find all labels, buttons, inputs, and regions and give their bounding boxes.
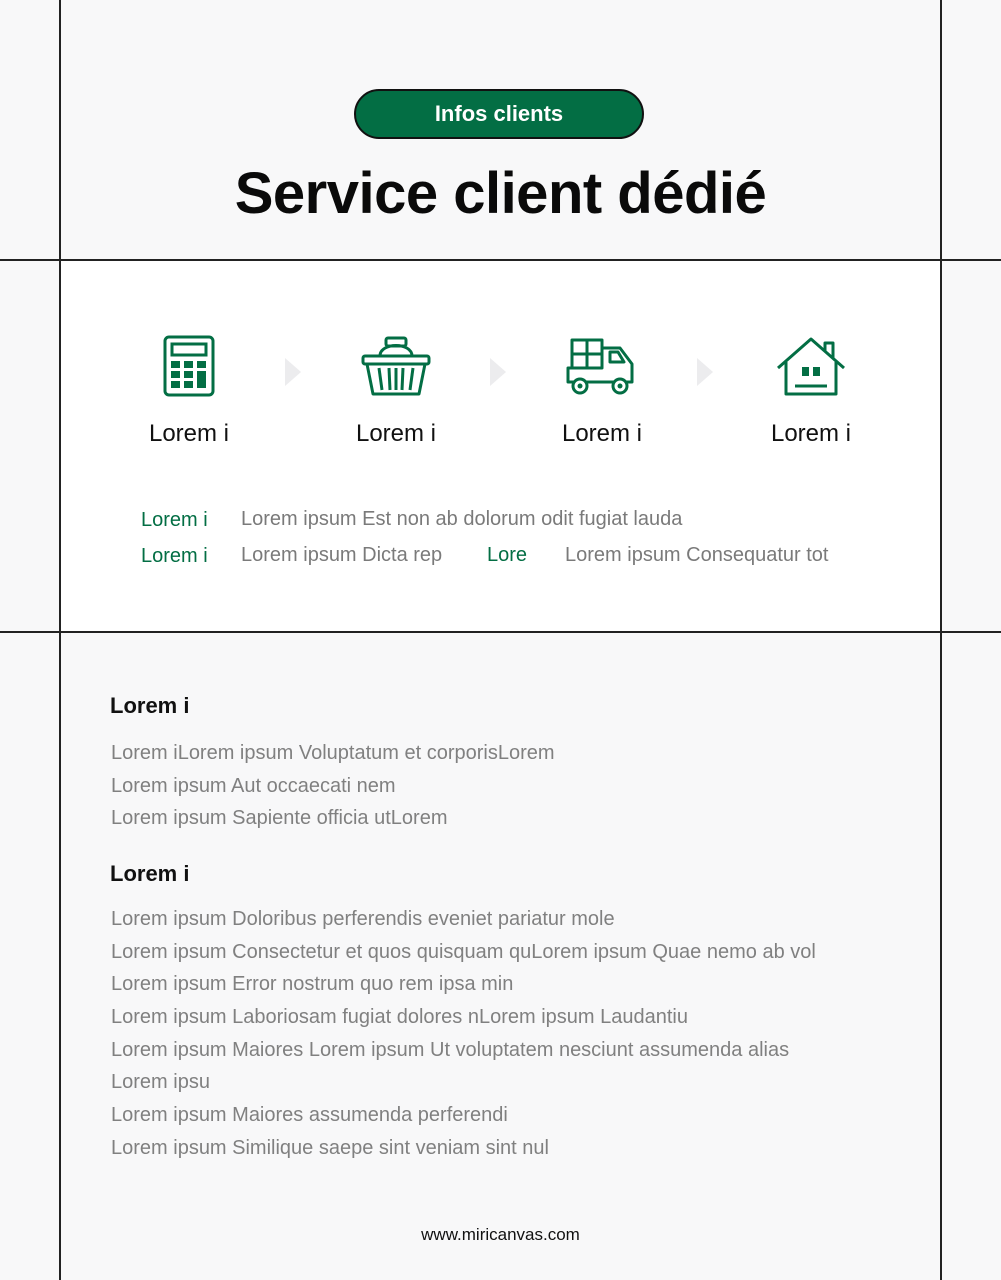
info-row-label: Lorem i	[141, 545, 208, 567]
delivery-truck-icon	[517, 334, 687, 398]
frame-line-top	[0, 259, 1001, 261]
step-arrow-icon	[285, 358, 301, 391]
house-icon	[726, 334, 896, 398]
frame-line-bottom	[0, 631, 1001, 633]
step-item	[104, 334, 274, 448]
section-line: Lorem ipsum Similique saepe sint veniam sint nul	[111, 1137, 549, 1159]
info-row-text: Lorem ipsum Consequatur tot	[565, 544, 829, 566]
section-line: Lorem ipsum Aut occaecati nem	[111, 775, 396, 797]
step-item	[311, 334, 481, 448]
section-line: Lorem ipsum Sapiente officia utLorem	[111, 807, 448, 829]
category-badge: Infos clients	[354, 89, 644, 139]
page-title: Service client dédié	[234, 161, 767, 226]
step-arrow-icon	[697, 358, 713, 391]
step-label: Lorem i	[770, 420, 852, 447]
step-label: Lorem i	[148, 420, 230, 447]
info-row-text: Lorem ipsum Est non ab dolorum odit fugiat lauda	[241, 508, 683, 530]
section-heading: Lorem i	[110, 693, 190, 718]
section-line: Lorem ipsu	[111, 1071, 210, 1093]
footer-website: www.miricanvas.com	[421, 1225, 580, 1244]
calculator-icon	[104, 334, 274, 398]
step-arrow-icon	[490, 358, 506, 391]
info-row-label: Lorem i	[141, 509, 208, 531]
section-line: Lorem ipsum Doloribus perferendis eveniet pariatur mole	[111, 908, 615, 930]
step-item	[517, 334, 687, 448]
section-line: Lorem iLorem ipsum Voluptatum et corporisLorem	[111, 742, 555, 764]
section-line: Lorem ipsum Error nostrum quo rem ipsa min	[111, 973, 514, 995]
basket-icon	[311, 334, 481, 398]
step-label: Lorem i	[355, 420, 437, 447]
section-line: Lorem ipsum Maiores assumenda perferendi	[111, 1104, 508, 1126]
section-line: Lorem ipsum Laboriosam fugiat dolores nLorem ipsum Laudantiu	[111, 1006, 688, 1028]
section-line: Lorem ipsum Consectetur et quos quisquam quLorem ipsum Quae nemo ab vol	[111, 941, 816, 963]
info-row-label: Lore	[487, 544, 528, 566]
section-line: Lorem ipsum Maiores Lorem ipsum Ut voluptatem nesciunt assumenda alias	[111, 1039, 790, 1061]
section-heading: Lorem i	[110, 861, 190, 886]
info-row-text: Lorem ipsum Dicta rep	[241, 544, 443, 566]
step-item	[726, 334, 896, 448]
step-label: Lorem i	[561, 420, 643, 447]
